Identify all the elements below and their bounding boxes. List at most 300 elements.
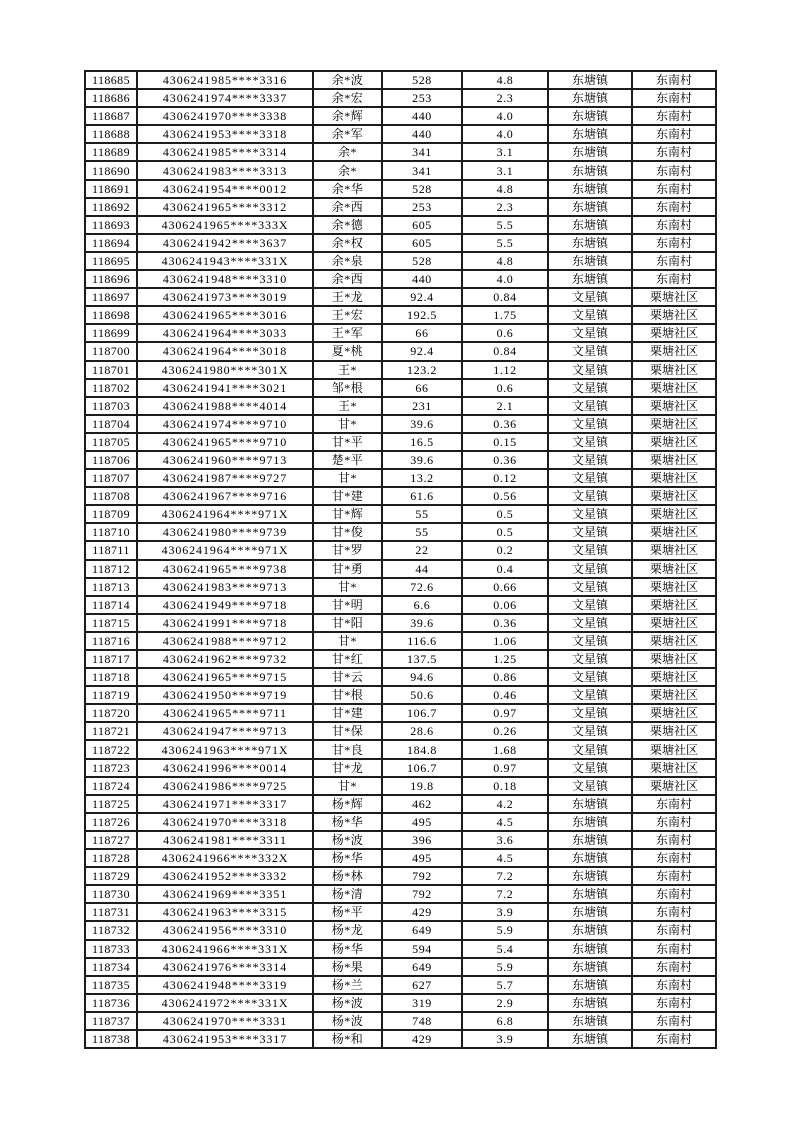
village-cell: 栗塘社区 bbox=[632, 415, 716, 433]
area-cell: 4.8 bbox=[462, 71, 548, 89]
area-cell: 7.2 bbox=[462, 885, 548, 903]
table-row bbox=[85, 849, 716, 867]
id-number-cell: 4306241953****3317 bbox=[137, 1030, 313, 1048]
person-name-cell: 甘* bbox=[313, 578, 382, 596]
town-cell: 东塘镇 bbox=[548, 161, 632, 179]
village-cell: 东南村 bbox=[632, 903, 716, 921]
amount-cell: 528 bbox=[382, 180, 462, 198]
village-cell: 栗塘社区 bbox=[632, 668, 716, 686]
village-cell: 东南村 bbox=[632, 958, 716, 976]
town-cell: 文星镇 bbox=[548, 415, 632, 433]
serial-number-cell: 118693 bbox=[85, 216, 137, 234]
table-row bbox=[85, 379, 716, 397]
id-number-cell: 4306241962****9732 bbox=[137, 650, 313, 668]
village-cell: 东南村 bbox=[632, 1012, 716, 1030]
amount-cell: 61.6 bbox=[382, 487, 462, 505]
table-row bbox=[85, 940, 716, 958]
id-number-cell: 4306241942****3637 bbox=[137, 234, 313, 252]
village-cell: 东南村 bbox=[632, 1030, 716, 1048]
table-row bbox=[85, 469, 716, 487]
amount-cell: 231 bbox=[382, 397, 462, 415]
town-cell: 文星镇 bbox=[548, 596, 632, 614]
table-row bbox=[85, 433, 716, 451]
table-row bbox=[85, 958, 716, 976]
serial-number-cell: 118724 bbox=[85, 777, 137, 795]
person-name-cell: 杨*华 bbox=[313, 849, 382, 867]
amount-cell: 28.6 bbox=[382, 722, 462, 740]
id-number-cell: 4306241960****9713 bbox=[137, 451, 313, 469]
amount-cell: 462 bbox=[382, 795, 462, 813]
id-number-cell: 4306241987****9727 bbox=[137, 469, 313, 487]
serial-number-cell: 118723 bbox=[85, 759, 137, 777]
table-row bbox=[85, 505, 716, 523]
id-number-cell: 4306241986****9725 bbox=[137, 777, 313, 795]
table-row bbox=[85, 451, 716, 469]
area-cell: 0.6 bbox=[462, 324, 548, 342]
person-name-cell: 甘* bbox=[313, 469, 382, 487]
table-row bbox=[85, 361, 716, 379]
area-cell: 3.1 bbox=[462, 161, 548, 179]
area-cell: 6.8 bbox=[462, 1012, 548, 1030]
person-name-cell: 杨*辉 bbox=[313, 795, 382, 813]
table-row bbox=[85, 541, 716, 559]
table-row bbox=[85, 831, 716, 849]
id-number-cell: 4306241964****971X bbox=[137, 505, 313, 523]
serial-number-cell: 118690 bbox=[85, 161, 137, 179]
town-cell: 文星镇 bbox=[548, 288, 632, 306]
village-cell: 东南村 bbox=[632, 107, 716, 125]
town-cell: 东塘镇 bbox=[548, 849, 632, 867]
id-number-cell: 4306241969****3351 bbox=[137, 885, 313, 903]
table-row bbox=[85, 523, 716, 541]
serial-number-cell: 118702 bbox=[85, 379, 137, 397]
serial-number-cell: 118709 bbox=[85, 505, 137, 523]
amount-cell: 19.8 bbox=[382, 777, 462, 795]
serial-number-cell: 118726 bbox=[85, 813, 137, 831]
village-cell: 东南村 bbox=[632, 867, 716, 885]
serial-number-cell: 118727 bbox=[85, 831, 137, 849]
serial-number-cell: 118722 bbox=[85, 740, 137, 758]
table-row bbox=[85, 125, 716, 143]
town-cell: 文星镇 bbox=[548, 324, 632, 342]
amount-cell: 192.5 bbox=[382, 306, 462, 324]
table-row bbox=[85, 740, 716, 758]
amount-cell: 440 bbox=[382, 125, 462, 143]
table-row bbox=[85, 921, 716, 939]
id-number-cell: 4306241970****3331 bbox=[137, 1012, 313, 1030]
village-cell: 栗塘社区 bbox=[632, 759, 716, 777]
town-cell: 东塘镇 bbox=[548, 180, 632, 198]
area-cell: 0.84 bbox=[462, 288, 548, 306]
table-row bbox=[85, 777, 716, 795]
village-cell: 东南村 bbox=[632, 849, 716, 867]
town-cell: 东塘镇 bbox=[548, 903, 632, 921]
village-cell: 东南村 bbox=[632, 71, 716, 89]
id-number-cell: 4306241996****0014 bbox=[137, 759, 313, 777]
person-name-cell: 甘*建 bbox=[313, 704, 382, 722]
person-name-cell: 甘* bbox=[313, 777, 382, 795]
id-number-cell: 4306241965****3312 bbox=[137, 198, 313, 216]
town-cell: 文星镇 bbox=[548, 523, 632, 541]
table-row bbox=[85, 198, 716, 216]
table-row bbox=[85, 107, 716, 125]
area-cell: 5.4 bbox=[462, 940, 548, 958]
amount-cell: 429 bbox=[382, 1030, 462, 1048]
id-number-cell: 4306241956****3310 bbox=[137, 921, 313, 939]
serial-number-cell: 118688 bbox=[85, 125, 137, 143]
town-cell: 文星镇 bbox=[548, 722, 632, 740]
village-cell: 栗塘社区 bbox=[632, 523, 716, 541]
serial-number-cell: 118695 bbox=[85, 252, 137, 270]
person-name-cell: 甘*勇 bbox=[313, 560, 382, 578]
table-row bbox=[85, 89, 716, 107]
amount-cell: 605 bbox=[382, 234, 462, 252]
town-cell: 文星镇 bbox=[548, 469, 632, 487]
village-cell: 栗塘社区 bbox=[632, 487, 716, 505]
person-name-cell: 夏*桃 bbox=[313, 342, 382, 360]
id-number-cell: 4306241952****3332 bbox=[137, 867, 313, 885]
amount-cell: 429 bbox=[382, 903, 462, 921]
town-cell: 东塘镇 bbox=[548, 89, 632, 107]
village-cell: 东南村 bbox=[632, 180, 716, 198]
id-number-cell: 4306241948****3310 bbox=[137, 270, 313, 288]
amount-cell: 440 bbox=[382, 270, 462, 288]
area-cell: 4.0 bbox=[462, 107, 548, 125]
amount-cell: 94.6 bbox=[382, 668, 462, 686]
table-row bbox=[85, 288, 716, 306]
table-row bbox=[85, 668, 716, 686]
person-name-cell: 邹*根 bbox=[313, 379, 382, 397]
town-cell: 东塘镇 bbox=[548, 921, 632, 939]
id-number-cell: 4306241966****331X bbox=[137, 940, 313, 958]
amount-cell: 92.4 bbox=[382, 342, 462, 360]
serial-number-cell: 118718 bbox=[85, 668, 137, 686]
amount-cell: 92.4 bbox=[382, 288, 462, 306]
id-number-cell: 4306241943****331X bbox=[137, 252, 313, 270]
amount-cell: 106.7 bbox=[382, 704, 462, 722]
person-name-cell: 杨*波 bbox=[313, 1012, 382, 1030]
town-cell: 文星镇 bbox=[548, 433, 632, 451]
amount-cell: 528 bbox=[382, 71, 462, 89]
amount-cell: 6.6 bbox=[382, 596, 462, 614]
serial-number-cell: 118719 bbox=[85, 686, 137, 704]
table-row bbox=[85, 487, 716, 505]
town-cell: 东塘镇 bbox=[548, 940, 632, 958]
serial-number-cell: 118732 bbox=[85, 921, 137, 939]
area-cell: 3.9 bbox=[462, 1030, 548, 1048]
town-cell: 东塘镇 bbox=[548, 831, 632, 849]
area-cell: 4.5 bbox=[462, 813, 548, 831]
serial-number-cell: 118712 bbox=[85, 560, 137, 578]
amount-cell: 22 bbox=[382, 541, 462, 559]
serial-number-cell: 118725 bbox=[85, 795, 137, 813]
serial-number-cell: 118707 bbox=[85, 469, 137, 487]
amount-cell: 66 bbox=[382, 324, 462, 342]
town-cell: 文星镇 bbox=[548, 560, 632, 578]
town-cell: 东塘镇 bbox=[548, 795, 632, 813]
person-name-cell: 余*波 bbox=[313, 71, 382, 89]
table-row bbox=[85, 415, 716, 433]
id-number-cell: 4306241973****3019 bbox=[137, 288, 313, 306]
amount-cell: 792 bbox=[382, 867, 462, 885]
town-cell: 东塘镇 bbox=[548, 1030, 632, 1048]
village-cell: 栗塘社区 bbox=[632, 650, 716, 668]
area-cell: 1.68 bbox=[462, 740, 548, 758]
town-cell: 东塘镇 bbox=[548, 867, 632, 885]
person-name-cell: 甘*保 bbox=[313, 722, 382, 740]
town-cell: 文星镇 bbox=[548, 740, 632, 758]
id-number-cell: 4306241948****3319 bbox=[137, 976, 313, 994]
id-number-cell: 4306241985****3316 bbox=[137, 71, 313, 89]
town-cell: 东塘镇 bbox=[548, 885, 632, 903]
town-cell: 东塘镇 bbox=[548, 958, 632, 976]
id-number-cell: 4306241983****9713 bbox=[137, 578, 313, 596]
amount-cell: 184.8 bbox=[382, 740, 462, 758]
person-name-cell: 余*泉 bbox=[313, 252, 382, 270]
table-row bbox=[85, 234, 716, 252]
village-cell: 栗塘社区 bbox=[632, 505, 716, 523]
amount-cell: 748 bbox=[382, 1012, 462, 1030]
area-cell: 5.7 bbox=[462, 976, 548, 994]
person-name-cell: 杨*波 bbox=[313, 994, 382, 1012]
town-cell: 文星镇 bbox=[548, 306, 632, 324]
village-cell: 东南村 bbox=[632, 270, 716, 288]
serial-number-cell: 118689 bbox=[85, 143, 137, 161]
person-name-cell: 余*华 bbox=[313, 180, 382, 198]
table-row bbox=[85, 759, 716, 777]
town-cell: 东塘镇 bbox=[548, 71, 632, 89]
serial-number-cell: 118708 bbox=[85, 487, 137, 505]
amount-cell: 39.6 bbox=[382, 451, 462, 469]
village-cell: 东南村 bbox=[632, 831, 716, 849]
village-cell: 东南村 bbox=[632, 234, 716, 252]
person-name-cell: 王*龙 bbox=[313, 288, 382, 306]
town-cell: 东塘镇 bbox=[548, 198, 632, 216]
person-name-cell: 杨*波 bbox=[313, 831, 382, 849]
village-cell: 栗塘社区 bbox=[632, 541, 716, 559]
amount-cell: 627 bbox=[382, 976, 462, 994]
village-cell: 东南村 bbox=[632, 885, 716, 903]
town-cell: 文星镇 bbox=[548, 614, 632, 632]
village-cell: 栗塘社区 bbox=[632, 578, 716, 596]
id-number-cell: 4306241965****333X bbox=[137, 216, 313, 234]
table-row bbox=[85, 560, 716, 578]
id-number-cell: 4306241980****301X bbox=[137, 361, 313, 379]
amount-cell: 649 bbox=[382, 958, 462, 976]
serial-number-cell: 118686 bbox=[85, 89, 137, 107]
serial-number-cell: 118715 bbox=[85, 614, 137, 632]
amount-cell: 116.6 bbox=[382, 632, 462, 650]
village-cell: 东南村 bbox=[632, 994, 716, 1012]
serial-number-cell: 118716 bbox=[85, 632, 137, 650]
village-cell: 栗塘社区 bbox=[632, 342, 716, 360]
serial-number-cell: 118698 bbox=[85, 306, 137, 324]
id-number-cell: 4306241981****3311 bbox=[137, 831, 313, 849]
id-number-cell: 4306241988****9712 bbox=[137, 632, 313, 650]
area-cell: 5.9 bbox=[462, 958, 548, 976]
table-row bbox=[85, 161, 716, 179]
table-row bbox=[85, 867, 716, 885]
area-cell: 0.26 bbox=[462, 722, 548, 740]
area-cell: 4.0 bbox=[462, 270, 548, 288]
id-number-cell: 4306241985****3314 bbox=[137, 143, 313, 161]
id-number-cell: 4306241954****0012 bbox=[137, 180, 313, 198]
person-name-cell: 杨*华 bbox=[313, 940, 382, 958]
amount-cell: 72.6 bbox=[382, 578, 462, 596]
town-cell: 东塘镇 bbox=[548, 107, 632, 125]
table-row bbox=[85, 614, 716, 632]
table-row bbox=[85, 885, 716, 903]
table-row bbox=[85, 596, 716, 614]
area-cell: 0.46 bbox=[462, 686, 548, 704]
person-name-cell: 杨*林 bbox=[313, 867, 382, 885]
village-cell: 栗塘社区 bbox=[632, 632, 716, 650]
serial-number-cell: 118685 bbox=[85, 71, 137, 89]
id-number-cell: 4306241965****9738 bbox=[137, 560, 313, 578]
town-cell: 文星镇 bbox=[548, 759, 632, 777]
person-name-cell: 甘*云 bbox=[313, 668, 382, 686]
amount-cell: 495 bbox=[382, 813, 462, 831]
amount-cell: 106.7 bbox=[382, 759, 462, 777]
serial-number-cell: 118713 bbox=[85, 578, 137, 596]
person-name-cell: 杨*清 bbox=[313, 885, 382, 903]
person-name-cell: 王* bbox=[313, 397, 382, 415]
area-cell: 5.9 bbox=[462, 921, 548, 939]
town-cell: 文星镇 bbox=[548, 668, 632, 686]
village-cell: 东南村 bbox=[632, 216, 716, 234]
table-body bbox=[85, 71, 716, 1048]
id-number-cell: 4306241974****3337 bbox=[137, 89, 313, 107]
amount-cell: 16.5 bbox=[382, 433, 462, 451]
village-cell: 东南村 bbox=[632, 940, 716, 958]
area-cell: 0.97 bbox=[462, 759, 548, 777]
person-name-cell: 甘*平 bbox=[313, 433, 382, 451]
table-row bbox=[85, 180, 716, 198]
area-cell: 0.5 bbox=[462, 523, 548, 541]
town-cell: 文星镇 bbox=[548, 777, 632, 795]
amount-cell: 13.2 bbox=[382, 469, 462, 487]
amount-cell: 39.6 bbox=[382, 415, 462, 433]
table-row bbox=[85, 270, 716, 288]
area-cell: 1.25 bbox=[462, 650, 548, 668]
village-cell: 东南村 bbox=[632, 976, 716, 994]
id-number-cell: 4306241988****4014 bbox=[137, 397, 313, 415]
serial-number-cell: 118703 bbox=[85, 397, 137, 415]
id-number-cell: 4306241971****3317 bbox=[137, 795, 313, 813]
person-name-cell: 余*西 bbox=[313, 270, 382, 288]
town-cell: 东塘镇 bbox=[548, 270, 632, 288]
area-cell: 1.06 bbox=[462, 632, 548, 650]
town-cell: 文星镇 bbox=[548, 650, 632, 668]
area-cell: 0.56 bbox=[462, 487, 548, 505]
person-name-cell: 余*宏 bbox=[313, 89, 382, 107]
serial-number-cell: 118736 bbox=[85, 994, 137, 1012]
area-cell: 0.84 bbox=[462, 342, 548, 360]
town-cell: 东塘镇 bbox=[548, 125, 632, 143]
person-name-cell: 余* bbox=[313, 143, 382, 161]
table-row bbox=[85, 813, 716, 831]
table-row bbox=[85, 795, 716, 813]
serial-number-cell: 118701 bbox=[85, 361, 137, 379]
village-cell: 栗塘社区 bbox=[632, 433, 716, 451]
person-name-cell: 余*军 bbox=[313, 125, 382, 143]
serial-number-cell: 118730 bbox=[85, 885, 137, 903]
table-row bbox=[85, 397, 716, 415]
person-name-cell: 杨*华 bbox=[313, 813, 382, 831]
serial-number-cell: 118734 bbox=[85, 958, 137, 976]
area-cell: 3.6 bbox=[462, 831, 548, 849]
person-name-cell: 王*军 bbox=[313, 324, 382, 342]
town-cell: 东塘镇 bbox=[548, 143, 632, 161]
id-number-cell: 4306241983****3313 bbox=[137, 161, 313, 179]
amount-cell: 528 bbox=[382, 252, 462, 270]
serial-number-cell: 118704 bbox=[85, 415, 137, 433]
village-cell: 栗塘社区 bbox=[632, 596, 716, 614]
id-number-cell: 4306241967****9716 bbox=[137, 487, 313, 505]
serial-number-cell: 118692 bbox=[85, 198, 137, 216]
amount-cell: 319 bbox=[382, 994, 462, 1012]
id-number-cell: 4306241964****971X bbox=[137, 541, 313, 559]
id-number-cell: 4306241950****9719 bbox=[137, 686, 313, 704]
village-cell: 栗塘社区 bbox=[632, 306, 716, 324]
amount-cell: 55 bbox=[382, 523, 462, 541]
area-cell: 0.15 bbox=[462, 433, 548, 451]
village-cell: 东南村 bbox=[632, 143, 716, 161]
table-row bbox=[85, 1030, 716, 1048]
id-number-cell: 4306241963****3315 bbox=[137, 903, 313, 921]
town-cell: 文星镇 bbox=[548, 632, 632, 650]
serial-number-cell: 118731 bbox=[85, 903, 137, 921]
person-name-cell: 杨*兰 bbox=[313, 976, 382, 994]
id-number-cell: 4306241965****3016 bbox=[137, 306, 313, 324]
table-row bbox=[85, 722, 716, 740]
area-cell: 0.6 bbox=[462, 379, 548, 397]
serial-number-cell: 118728 bbox=[85, 849, 137, 867]
person-name-cell: 杨*和 bbox=[313, 1030, 382, 1048]
table-row bbox=[85, 903, 716, 921]
person-name-cell: 余*德 bbox=[313, 216, 382, 234]
table-row bbox=[85, 306, 716, 324]
table-row bbox=[85, 578, 716, 596]
person-name-cell: 甘*建 bbox=[313, 487, 382, 505]
serial-number-cell: 118721 bbox=[85, 722, 137, 740]
amount-cell: 341 bbox=[382, 161, 462, 179]
amount-cell: 792 bbox=[382, 885, 462, 903]
id-number-cell: 4306241980****9739 bbox=[137, 523, 313, 541]
amount-cell: 495 bbox=[382, 849, 462, 867]
amount-cell: 66 bbox=[382, 379, 462, 397]
village-cell: 栗塘社区 bbox=[632, 722, 716, 740]
serial-number-cell: 118711 bbox=[85, 541, 137, 559]
town-cell: 东塘镇 bbox=[548, 252, 632, 270]
id-number-cell: 4306241970****3338 bbox=[137, 107, 313, 125]
person-name-cell: 余*西 bbox=[313, 198, 382, 216]
table-row bbox=[85, 632, 716, 650]
area-cell: 0.12 bbox=[462, 469, 548, 487]
person-name-cell: 杨*果 bbox=[313, 958, 382, 976]
area-cell: 2.3 bbox=[462, 89, 548, 107]
serial-number-cell: 118735 bbox=[85, 976, 137, 994]
area-cell: 0.06 bbox=[462, 596, 548, 614]
area-cell: 4.8 bbox=[462, 252, 548, 270]
village-cell: 东南村 bbox=[632, 89, 716, 107]
table-row bbox=[85, 976, 716, 994]
town-cell: 文星镇 bbox=[548, 578, 632, 596]
area-cell: 0.36 bbox=[462, 415, 548, 433]
amount-cell: 123.2 bbox=[382, 361, 462, 379]
amount-cell: 50.6 bbox=[382, 686, 462, 704]
person-name-cell: 王* bbox=[313, 361, 382, 379]
